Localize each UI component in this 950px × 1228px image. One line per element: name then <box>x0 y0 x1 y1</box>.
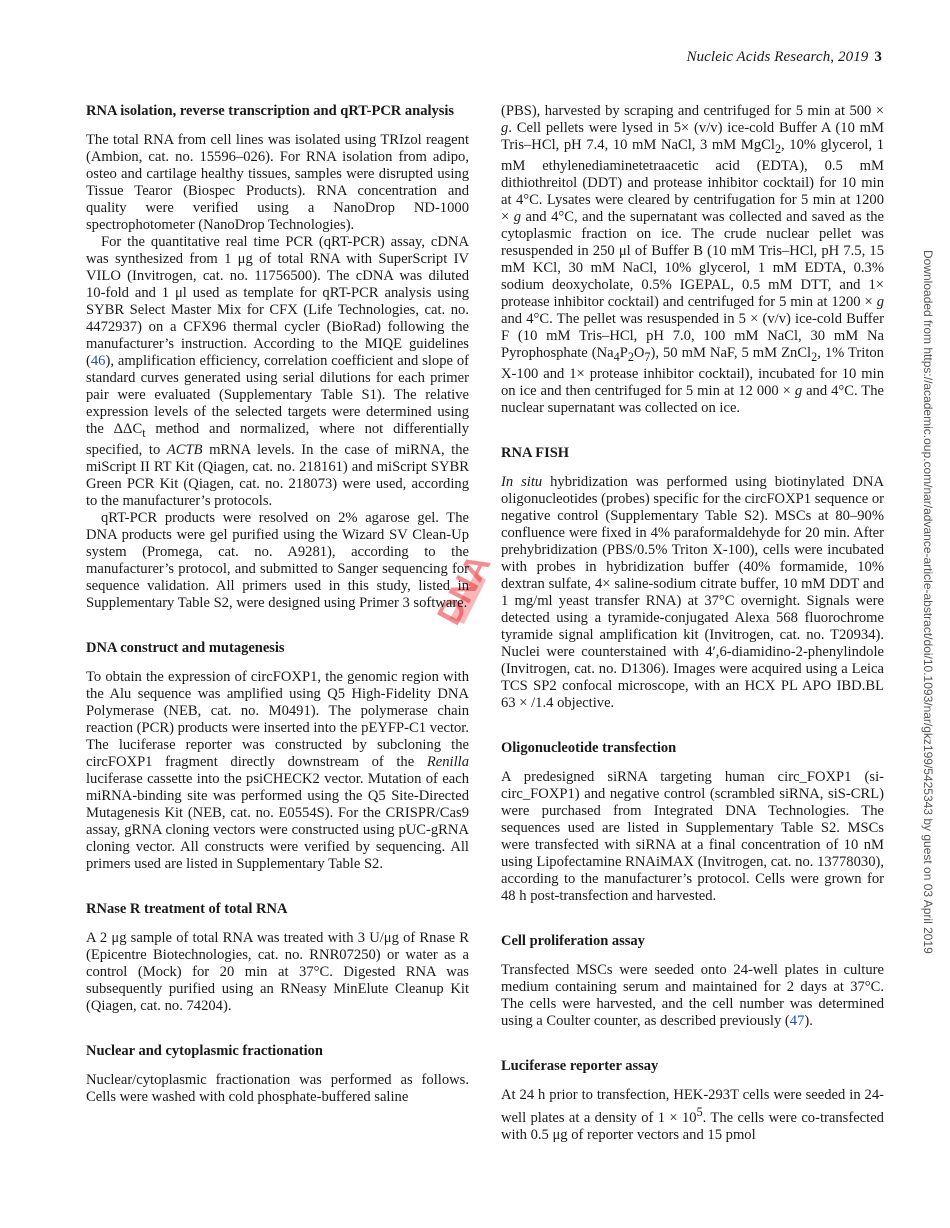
paragraph: Nuclear/cytoplasmic fractionation was performed as follows. Cells were washed with cold phosphate-buffered saline <box>86 1071 469 1105</box>
page-number: 3 <box>874 49 882 65</box>
section-heading: RNase R treatment of total RNA <box>86 900 288 917</box>
section-heading: Nuclear and cytoplasmic fractionation <box>86 1042 323 1059</box>
paragraph: The total RNA from cell lines was isolated using TRIzol reagent (Ambion, cat. no. 15596–026). For RNA isolation from adipo, osteo and cartilage healthy tissues, samples were disrupted using Tissue Tearor (Biospec Products). RNA concentration and quality were verified using a NanoDrop ND-1000 spectrophotometer (NanoDrop Technologies). <box>86 132 469 233</box>
text-run: ), 50 mM NaF, 5 mM ZnCl <box>650 344 812 361</box>
paragraph: qRT-PCR products were resolved on 2% agarose gel. The DNA products were gel purified using the Wizard SV Clean-Up system (Promega, cat. no. A9281), according to the manufacturer’s protocol, and submitted to Sanger sequencing for sequence validation. All primers used in this study, listed in Supplementary Table S2, were designed using Primer 3 software. <box>86 509 469 611</box>
text-run: To obtain the expression of circFOXP1, the genomic region with the Alu sequence was amplified using Q5 High-Fidelity DNA Polymerase (NEB, cat. no. M0491). The polymerase chain reaction (PCR) products were inserted into the pEYFP-C1 vector. The luciferase reporter was constructed by subcloning the circFOXP1 fragment directly downstream of the <box>86 668 470 770</box>
text-run: and 4°C. The pellet was resuspended in 5 × (v/v) ice-cold Buffer F (10 mM Tris–HCl, pH 7.0, 100 mM NaCl, 30 mM Na Pyrophosphate (Na <box>501 310 884 361</box>
paragraph <box>501 474 884 712</box>
paragraph <box>501 103 884 417</box>
text-run: , 1% Triton X-100 and 1× protease inhibitor cocktail), incubated for 10 min on ice and then centrifuged for 5 min at 12 000 × <box>501 344 884 399</box>
section-luciferase <box>501 1058 884 1144</box>
subscript: 7 <box>644 349 651 364</box>
watermark-text: DNA <box>430 548 499 631</box>
text-run: method and normalized, where not differentially specified, to <box>86 421 469 458</box>
section-rna-isolation <box>86 103 469 612</box>
section-rna-fish <box>501 445 884 712</box>
subscript: 2 <box>774 141 782 156</box>
paragraph <box>501 962 884 1030</box>
text-run: . Cell pellets were lysed in 5× (v/v) ice-cold Buffer A (10 mM Tris–HCl, pH 7.4, 10 mM NaCl, 3 mM MgCl <box>501 120 884 153</box>
section-oligo-transfection <box>501 740 884 905</box>
subscript: 4 <box>613 349 620 364</box>
running-head <box>686 49 882 66</box>
citation-link[interactable]: 46 <box>90 353 106 369</box>
text-run: Transfected MSCs were seeded onto 24-well plates in culture medium containing serum and maintained for 2 days at 37°C. The cells were harvested, and the cell number was determined using a Coulter counter, as described previously ( <box>501 961 884 1029</box>
section-heading: Luciferase reporter assay <box>501 1057 659 1074</box>
text-run: mRNA levels. In the case of miRNA, the miScript II RT Kit (Qiagen, cat. no. 218161) and miScript SYBR Green PCR Kit (Qiagen, cat. no. 218073) were used, according to the manufacturer’s protocols. <box>86 441 469 509</box>
text-run: ), amplification efficiency, correlation coefficient and slope of standard curves generated using serial dilutions for each primer pair were evaluated (Supplementary Table S1). The relative expression levels of the selected targets were determined using the ΔΔC <box>86 353 469 437</box>
text-run: (PBS), harvested by scraping and centrifuged for 5 min at 500 × <box>501 103 884 119</box>
subscript: t <box>142 425 146 440</box>
citation-link[interactable]: 47 <box>789 1012 805 1029</box>
text-run: hybridization was performed using biotinylated DNA oligonucleotides (probes) specific for the circFOXP1 sequence or negative control (Supplementary Table S2). MSCs at 80–90% confluence were fixed in 4% paraformaldehyde for 20 min. After prehybridization (PBS/0.5% Triton X-100), cells were incubated with probes in hybridization buffer (40% formamide, 10% dextran sulfate, 4× saline-sodium citrate buffer, 10 mM DDT and 1 mg/ml yeast transfer RNA) at 37°C overnight. Signals were detected using a tyramide-conjugated Alexa 568 fluorochrome tyramide signal amplification kit (Invitrogen, cat. no. T20934). Nuclei were counterstained with 4′,6-diamidino-2-phenylindole (Invitrogen, cat. no. D1306). Images were acquired using a Leica TCS SP2 confocal microscope, with an HCX PL APO IBD.BL 63 × /1.4 objective. <box>501 473 884 711</box>
download-side-note: Downloaded from https://academic.oup.com/nar/advance-article-abstract/doi/10.1093/nar/gkz199/5425343 by guest on 03 April 2019 <box>921 250 935 954</box>
section-rnase-r <box>86 901 469 1015</box>
section-heading: DNA construct and mutagenesis <box>86 639 285 656</box>
section-cell-proliferation <box>501 933 884 1030</box>
text-run: and 4°C, and the supernatant was collected and saved as the cytoplasmic fraction on ice. The crude nuclear pellet was resuspended in 250 μl of Buffer B (10 mM Tris–HCl, pH 7.5, 15 mM KCl, 30 mM NaCl, 10% glycerol, 1 mM EDTA, 0.3% sodium deoxycholate, 0.5% IGEPAL, 0.5 mM DTT, and 1× protease inhibitor cocktail) and centrifuged for 5 min at 1200 × <box>501 208 884 310</box>
paragraph <box>86 669 469 873</box>
gene-name: ACTB <box>166 441 203 458</box>
italic-term: In situ <box>501 473 543 490</box>
text-run: . The cells were co-transfected with 0.5 μg of reporter vectors and 15 pmol <box>501 1109 884 1143</box>
text-run: and 4°C. The nuclear supernatant was collected on ice. <box>501 382 884 416</box>
italic-term: Renilla <box>426 753 469 770</box>
right-column <box>501 103 884 1172</box>
paragraph <box>501 1087 884 1144</box>
section-heading: Oligonucleotide transfection <box>501 739 677 756</box>
section-heading: RNA isolation, reverse transcription and qRT-PCR analysis <box>86 103 455 119</box>
subscript: 2 <box>811 349 818 364</box>
section-fractionation-continued <box>501 103 884 417</box>
text-run: P <box>619 344 628 361</box>
text-run: At 24 h prior to transfection, HEK-293T cells were seeded in 24-well plates at a density of 1 × 10 <box>501 1086 884 1126</box>
text-run: , 10% glycerol, 1 mM ethylenediaminetetraacetic acid (EDTA), 0.5 mM dithiothreitol (DDT) and protease inhibitor cocktail) for 10 min at 4°C. Lysates were cleared by centrifugation for 5 min at 1200 × <box>501 137 885 225</box>
italic-g: g <box>794 382 803 399</box>
paragraph <box>86 234 469 510</box>
superscript: 5 <box>696 1104 703 1119</box>
text-run: luciferase cassette into the psiCHECK2 vector. Mutation of each miRNA-binding site was performed using the Q5 Site-Directed Mutagenesis Kit (NEB, cat. no. E0554S). For the CRISPR/Cas9 assay, gRNA cloning vectors were constructed using pUC-gRNA cloning vector. All constructs were verified by sequencing. All primers used are listed in Supplementary Table S2. <box>86 770 469 872</box>
section-fractionation <box>86 1043 469 1106</box>
subscript: 2 <box>627 349 634 364</box>
paragraph: A 2 μg sample of total RNA was treated with 3 U/μg of Rnase R (Epicentre Biotechnologies, cat. no. RNR07250) or water as a control (Mock) for 20 min at 37°C. Digested RNA was subsequently purified using an RNeasy MinElute Cleanup Kit (Qiagen, cat. no. 74204). <box>86 929 469 1014</box>
paragraph: A predesigned siRNA targeting human circ_FOXP1 (si-circ_FOXP1) and negative control (scrambled siRNA, siS-CRL) were purchased from Integrated DNA Technologies. The sequences used are listed in Supplementary Table S2. MSCs were transfected with siRNA at a final concentration of 10 nM using Lipofectamine RNAiMAX (Invitrogen, cat. no. 13778030), according to the manufacturer’s protocol. Cells were grown for 48 h post-transfection and harvested. <box>501 768 884 904</box>
section-dna-construct <box>86 640 469 873</box>
section-heading: RNA FISH <box>501 444 570 461</box>
italic-g: g <box>876 293 884 310</box>
italic-g: g <box>513 208 522 225</box>
left-column <box>86 103 469 1134</box>
text-run: ). <box>804 1012 813 1029</box>
text-run: O <box>633 344 645 361</box>
journal-name: Nucleic Acids Research, 2019 <box>686 49 869 65</box>
italic-g: g <box>501 120 509 136</box>
text-run: For the quantitative real time PCR (qRT-PCR) assay, cDNA was synthesized from 1 μg of total RNA with SuperScript IV VILO (Invitrogen, cat. no. 11756500). The cDNA was diluted 10-fold and 1 μl used as template for qRT-PCR analysis using SYBR Select Master Mix for CFX (Life Technologies, cat. no. 4472937) on a CFX96 thermal cycler (BioRad) following the manufacturer’s instruction. According to the MIQE guidelines ( <box>86 234 469 369</box>
section-heading: Cell proliferation assay <box>501 932 645 949</box>
